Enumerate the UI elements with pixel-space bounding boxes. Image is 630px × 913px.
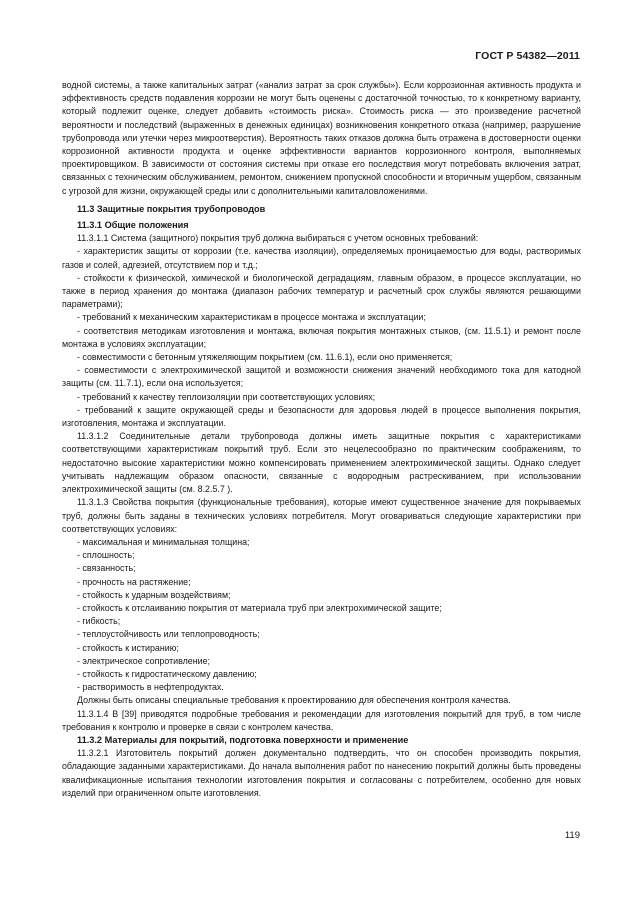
property-item: - стойкость к отслаиванию покрытия от материала труб при электрохимической защите; [77, 602, 442, 613]
property-item: - прочность на растяжение; [77, 576, 191, 587]
clause-11-3-1-2: 11.3.1.2 Соединительные детали трубопровода должны иметь защитные покрытия с характеристиками соответствующими характеристикам покрытий труб. Если это нецелесообразно по практическим соображениям, то недостаточно высокие характеристики можно компенсировать применением электрохимической защиты. Однако следует учитывать надлежащим образом опасности, связанные с водородным растрескиванием, при использовании электрохимической защиты (см. 8.2.5.7 ). [62, 431, 581, 495]
property-item: - стойкость к истиранию; [77, 642, 179, 653]
clause-11-3-2-1: 11.3.2.1 Изготовитель покрытий должен документально подтвердить, что он способен производить покрытия, обладающие заданными характеристиками. До начала выполнения работ по нанесению покрытий должны быть проведены квалификационные испытания технологии изготовления покрытия и согласованы с потребителем, особенно для новых изделий при ограниченном опыте изготовления. [62, 748, 581, 798]
property-item: - связанность; [77, 563, 136, 574]
requirement-item: - требований к механическим характеристикам в процессе монтажа и эксплуатации; [77, 312, 426, 323]
requirement-item: - совместимости с электрохимической защитой и возможности снижения значений необходимого тока для катодной защиты (см. 11.7.1), если она используется; [62, 365, 581, 389]
subsection-heading-11-3-1: 11.3.1 Общие положения [77, 220, 189, 231]
requirement-item: - характеристик защиты от коррозии (т.е. качества изоляции), определяемых проницаемостью для воды, растворимых газов и солей, адгезией, отсутствием пор и т.д.; [62, 246, 581, 270]
requirement-item: - требований к защите окружающей среды и безопасности для здоровья людей в процессе выполнения покрытия, изготовления, монтажа и эксплуатации. [62, 404, 581, 429]
page-number: 119 [564, 830, 580, 841]
quality-control-paragraph: Должны быть описаны специальные требования к проектированию для обеспечения контроля качества. [77, 695, 511, 706]
clause-11-3-1-1: 11.3.1.1 Система (защитного) покрытия труб должна выбираться с учетом основных требований: [77, 233, 479, 244]
page-body [62, 79, 581, 800]
clause-11-3-1-3: 11.3.1.3 Свойства покрытия (функциональные требования), которые имеют существенное значение для покрываемых труб, должны быть заданы в технических условиях потребителя. Могут оговариваться следующие характеристики при соответствующих условиях: [62, 497, 581, 534]
property-item: - стойкость к гидростатическому давлению; [77, 668, 257, 679]
property-item: - сплошность; [77, 550, 135, 561]
document-header: ГОСТ Р 54382—2011 [475, 50, 580, 62]
property-item: - электрическое сопротивление; [77, 655, 210, 666]
property-item: - гибкость; [77, 616, 121, 627]
property-item: - растворимость в нефтепродуктах. [77, 682, 224, 693]
property-item: - стойкость к ударным воздействиям; [77, 589, 231, 600]
property-item: - максимальная и минимальная толщина; [77, 536, 250, 547]
property-item: - теплоустойчивость или теплопроводность; [77, 629, 260, 640]
section-heading-11-3: 11.3 Защитные покрытия трубопроводов [77, 203, 266, 214]
requirement-item: - стойкости к физической, химической и биологической деградациям, главным образом, в процессе эксплуатации, но также в период хранения до монтажа (диапазон рабочих температур и расчетный срок службы являются решающими параметрами); [62, 272, 581, 310]
intro-paragraph: водной системы, а также капитальных затрат («анализ затрат за срок службы»). Если коррозионная активность продукта и эффективность средств подавления коррозии не могут быть оценены с достаточной точностью, то к конкретному варианту, который подлежит оценке, следует добавить «стоимость риска». Стоимость риска — это произведение расчетной вероятности и последствий (выраженных в денежных единицах) возникновения конкретного отказа (например, разрушение трубопровода или утечки через микроотверстия). Вероятность таких отказов должна быть отражена в достоверности оценки коррозионной активности продукта и оценке эффективности вариантов коррозионного контроля, выполняемых проектировщиком. В зависимости от состояния системы при отказе его последствия могут потребовать включения затрат, связанных с техническим обслуживанием, ремонтом, снижением пропускной способности и вторичным ущербом, связанным с угрозой для жизни, окружающей среды или с дополнительными капиталовложениями. [62, 80, 581, 196]
requirement-item: - требований к качеству теплоизоляции при соответствующих условиях; [77, 391, 376, 402]
subsection-heading-11-3-2: 11.3.2 Материалы для покрытий, подготовка поверхности и применение [77, 734, 409, 745]
requirement-item: - соответствия методикам изготовления и монтажа, включая покрытия монтажных стыков, (см. 11.5.1) и ремонт после монтажа в условиях эксплуатации; [62, 325, 581, 349]
clause-11-3-1-4: 11.3.1.4 В [39] приводятся подробные требования и рекомендации для изготовления покрытий для труб, в том числе требования к контролю и проверке в связи с контролем качества. [62, 708, 581, 732]
requirement-item: - совместимости с бетонным утяжеляющим покрытием (см. 11.6.1), если оно применяется; [77, 352, 453, 363]
